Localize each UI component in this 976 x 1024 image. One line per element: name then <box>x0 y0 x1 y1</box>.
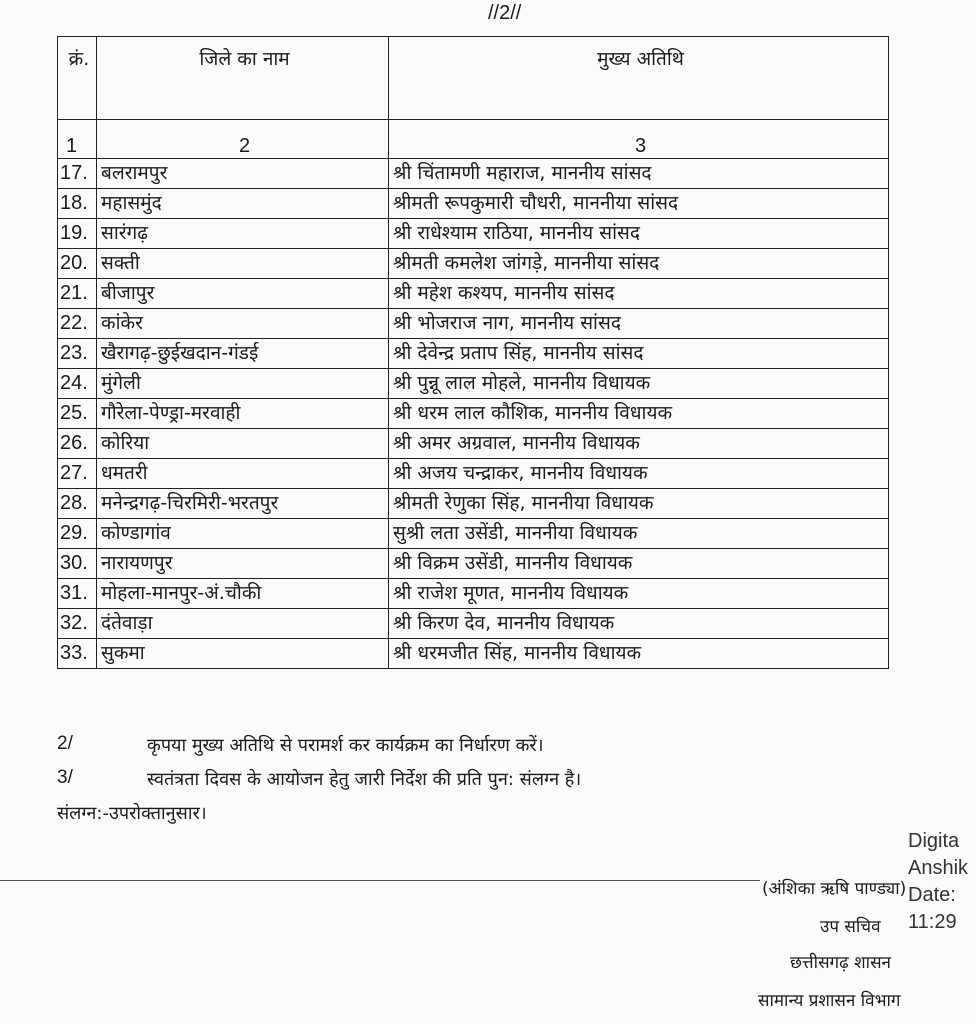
table-row <box>58 369 889 399</box>
serial-number: 31. <box>58 579 97 609</box>
serial-number: 30. <box>58 549 97 579</box>
table-row <box>58 429 889 459</box>
district-name: बलरामपुर <box>97 159 389 189</box>
table-row <box>58 579 889 609</box>
district-name: दंतेवाड़ा <box>97 609 389 639</box>
district-name: कांकेर <box>97 309 389 339</box>
serial-number: 23. <box>58 339 97 369</box>
chief-guest-name: श्रीमती कमलेश जांगड़े, माननीया सांसद <box>389 249 889 279</box>
page-number: //2// <box>488 2 522 24</box>
note-text: स्वतंत्रता दिवस के आयोजन हेतु जारी निर्देश की प्रति पुन: संलग्न है। <box>147 769 582 790</box>
district-name: सुकमा <box>97 639 389 669</box>
district-name: कोरिया <box>97 429 389 459</box>
notes-section <box>57 733 581 825</box>
chief-guest-name: श्री चिंतामणी महाराज, माननीय सांसद <box>389 159 889 189</box>
signatory-designation: उप सचिव <box>820 917 881 937</box>
serial-number: 22. <box>58 309 97 339</box>
chief-guest-name: सुश्री लता उसेंडी, माननीया विधायक <box>389 519 889 549</box>
serial-number: 25. <box>58 399 97 429</box>
district-name: मुंगेली <box>97 369 389 399</box>
digital-signature-line-4: 11:29 <box>908 911 957 933</box>
serial-number: 24. <box>58 369 97 399</box>
serial-number: 19. <box>58 219 97 249</box>
header-district: जिले का नाम <box>97 37 389 120</box>
table-row <box>58 219 889 249</box>
table-header-row <box>58 37 889 120</box>
chief-guest-name: श्री धरमजीत सिंह, माननीय विधायक <box>389 639 889 669</box>
column-number-1: 1 <box>58 120 97 159</box>
table-row <box>58 249 889 279</box>
district-name: सक्ती <box>97 249 389 279</box>
serial-number: 26. <box>58 429 97 459</box>
divider-line <box>0 880 760 881</box>
serial-number: 20. <box>58 249 97 279</box>
note-text: कृपया मुख्य अतिथि से परामर्श कर कार्यक्रम का निर्धारण करें। <box>147 735 544 756</box>
chief-guest-name: श्री राधेश्याम राठिया, माननीय सांसद <box>389 219 889 249</box>
district-name: महासमुंद <box>97 189 389 219</box>
signatory-name: (अंशिका ऋषि पाण्ड्या) <box>762 879 907 899</box>
table-row <box>58 159 889 189</box>
signatory-department: सामान्य प्रशासन विभाग <box>758 991 901 1011</box>
table-row <box>58 519 889 549</box>
chief-guest-name: श्री महेश कश्यप, माननीय सांसद <box>389 279 889 309</box>
table-row <box>58 609 889 639</box>
district-name: बीजापुर <box>97 279 389 309</box>
header-guest: मुख्य अतिथि <box>389 37 889 120</box>
chief-guest-name: श्री विक्रम उसेंडी, माननीय विधायक <box>389 549 889 579</box>
chief-guest-name: श्री अमर अग्रवाल, माननीय विधायक <box>389 429 889 459</box>
district-name: सारंगढ़ <box>97 219 389 249</box>
serial-number: 29. <box>58 519 97 549</box>
serial-number: 17. <box>58 159 97 189</box>
district-name: कोण्डागांव <box>97 519 389 549</box>
chief-guest-name: श्रीमती रूपकुमारी चौधरी, माननीया सांसद <box>389 189 889 219</box>
chief-guest-name: श्रीमती रेणुका सिंह, माननीया विधायक <box>389 489 889 519</box>
district-name: गौरेला-पेण्ड्रा-मरवाही <box>97 399 389 429</box>
chief-guest-name: श्री किरण देव, माननीय विधायक <box>389 609 889 639</box>
column-number-row <box>58 120 889 159</box>
column-number-3: 3 <box>389 120 889 159</box>
header-serial: क्रं. <box>58 37 97 120</box>
table-row <box>58 639 889 669</box>
column-number-2: 2 <box>97 120 389 159</box>
digital-signature-line-3: Date: <box>908 884 956 906</box>
note-item <box>57 767 581 791</box>
district-name: मनेन्द्रगढ़-चिरमिरी-भरतपुर <box>97 489 389 519</box>
chief-guest-name: श्री अजय चन्द्राकर, माननीय विधायक <box>389 459 889 489</box>
table-row <box>58 399 889 429</box>
digital-signature-line-2: Anshik <box>908 857 969 879</box>
chief-guest-table <box>57 36 889 669</box>
district-name: धमतरी <box>97 459 389 489</box>
signatory-government: छत्तीसगढ़ शासन <box>790 953 891 973</box>
table-row <box>58 549 889 579</box>
table-row <box>58 279 889 309</box>
serial-number: 27. <box>58 459 97 489</box>
table-row <box>58 339 889 369</box>
serial-number: 18. <box>58 189 97 219</box>
digital-signature-line-1: Digita <box>908 830 960 852</box>
chief-guest-name: श्री देवेन्द्र प्रताप सिंह, माननीय सांसद <box>389 339 889 369</box>
chief-guest-name: श्री राजेश मूणत, माननीय विधायक <box>389 579 889 609</box>
chief-guest-name: श्री पुन्नू लाल मोहले, माननीय विधायक <box>389 369 889 399</box>
district-name: मोहला-मानपुर-अं.चौकी <box>97 579 389 609</box>
table-row <box>58 309 889 339</box>
district-name: खैरागढ़-छुईखदान-गंडई <box>97 339 389 369</box>
serial-number: 33. <box>58 639 97 669</box>
chief-guest-name: श्री भोजराज नाग, माननीय सांसद <box>389 309 889 339</box>
serial-number: 28. <box>58 489 97 519</box>
table-row <box>58 189 889 219</box>
serial-number: 32. <box>58 609 97 639</box>
chief-guest-name: श्री धरम लाल कौशिक, माननीय विधायक <box>389 399 889 429</box>
note-number: 3/ <box>57 767 73 788</box>
table-row <box>58 489 889 519</box>
note-number: 2/ <box>57 733 73 754</box>
serial-number: 21. <box>58 279 97 309</box>
district-name: नारायणपुर <box>97 549 389 579</box>
note-item <box>57 733 581 757</box>
enclosure-text: संलग्न:-उपरोक्तानुसार। <box>57 803 207 824</box>
table-row <box>58 459 889 489</box>
